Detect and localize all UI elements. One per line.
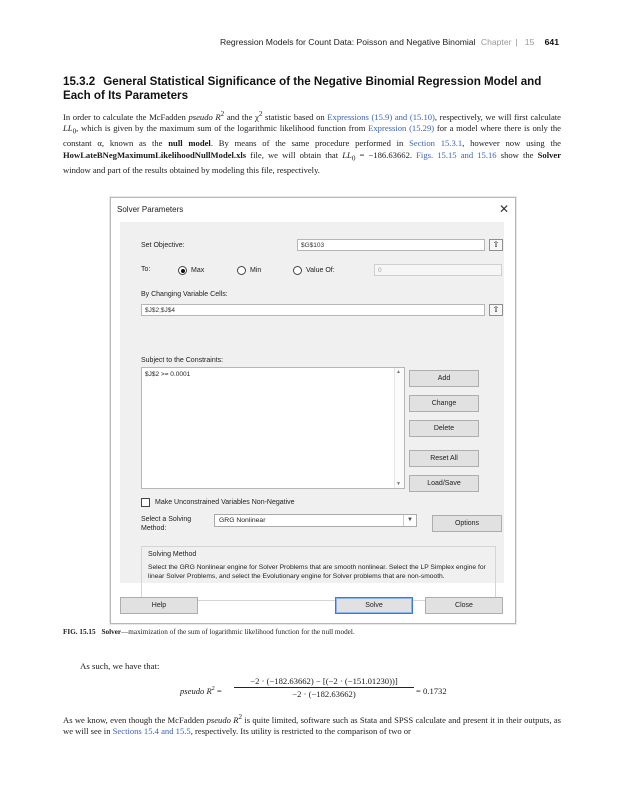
radio-min-label[interactable]: Min [250, 267, 262, 274]
to-label: To: [141, 266, 151, 273]
section-number: 15.3.2 [63, 75, 96, 88]
radio-value-of[interactable] [293, 266, 302, 275]
solve-button[interactable]: Solve [335, 597, 413, 614]
reset-all-button[interactable]: Reset All [409, 450, 479, 467]
section-heading [63, 75, 563, 103]
running-title: Regression Models for Count Data: Poisson and Negative Binomial [219, 37, 476, 47]
change-button[interactable]: Change [409, 395, 479, 412]
options-button[interactable]: Options [432, 515, 502, 532]
constraints-label: Subject to the Constraints: [141, 357, 224, 364]
load-save-button[interactable]: Load/Save [409, 475, 479, 492]
nonneg-label[interactable]: Make Unconstrained Variables Non-Negative [155, 499, 295, 506]
solver-parameters-dialog [110, 197, 516, 624]
scroll-up-icon[interactable]: ▲ [396, 369, 401, 375]
dialog-title: Solver Parameters [117, 205, 184, 214]
listbox-scrollbar[interactable] [394, 368, 404, 488]
running-header: Regression Models for Count Data: Poisson and Negative Binomial Chapter | 15 641 [219, 37, 559, 47]
figure-caption [63, 628, 355, 636]
collapse-dialog-icon[interactable]: ⇧ [489, 304, 503, 316]
page-number: 641 [544, 37, 559, 47]
changing-cells-label: By Changing Variable Cells: [141, 291, 228, 298]
solving-method-select[interactable] [214, 514, 417, 527]
solving-method-groupbox [141, 546, 496, 601]
value-of-input[interactable]: 0 [374, 264, 502, 276]
radio-max-label[interactable]: Max [191, 267, 205, 274]
solving-method-value: GRG Nonlinear [219, 517, 266, 524]
dialog-panel [120, 222, 504, 583]
formula-fraction [234, 676, 414, 699]
link-figs-15-15-15-16[interactable]: Figs. 15.15 and 15.16 [416, 149, 497, 160]
constraints-listbox[interactable] [141, 367, 405, 489]
radio-value-of-label[interactable]: Value Of: [306, 267, 335, 274]
delete-button[interactable]: Delete [409, 420, 479, 437]
figure-caption-text: —maximization of the sum of logarithmic likelihood function for the null model. [121, 628, 355, 636]
radio-max[interactable] [178, 266, 187, 275]
chevron-down-icon[interactable]: ▼ [403, 515, 416, 526]
as-such-text: As such, we have that: [80, 661, 160, 671]
close-icon[interactable]: ✕ [498, 202, 509, 216]
chapter-number: 15 [524, 37, 535, 47]
method-box-title: Solving Method [148, 551, 197, 558]
set-objective-input[interactable]: $G$103 [297, 239, 485, 251]
paragraph-conclusion: As we know, even though the McFadden pseudo $R^2$ is quite limited, software such as Stata and SPSS calculate and present it in their outputs, as we will see in Sections 15.4 and 15.5, respectively. Its utility is restricted to the comparison of two or [63, 713, 562, 737]
link-section-15-3-1[interactable]: Section 15.3.1 [409, 138, 463, 149]
link-expression-15-29[interactable]: Expression (15.29) [368, 123, 435, 134]
formula-lhs: pseudo $R^2$ = [180, 686, 222, 696]
section-title: General Statistical Significance of the Negative Binomial Regression Model and Each of Its Parameters [63, 75, 542, 102]
link-sections-15-4-15-5[interactable]: Sections 15.4 and 15.5 [112, 726, 191, 737]
add-button[interactable]: Add [409, 370, 479, 387]
nonneg-checkbox[interactable] [141, 498, 150, 507]
link-expressions-15-9-15-10[interactable]: Expressions (15.9) and (15.10) [327, 111, 435, 122]
radio-min[interactable] [237, 266, 246, 275]
scroll-down-icon[interactable]: ▼ [396, 481, 401, 487]
close-button[interactable]: Close [425, 597, 503, 614]
changing-cells-input[interactable]: $J$2;$J$4 [141, 304, 485, 316]
help-button[interactable]: Help [120, 597, 198, 614]
chapter-label: Chapter [480, 37, 512, 47]
constraint-item[interactable]: $J$2 >= 0.0001 [145, 371, 191, 378]
formula-denominator: −2 · (−182.63662) [292, 689, 356, 699]
collapse-dialog-icon[interactable]: ⇧ [489, 239, 503, 251]
solving-method-label: Select a Solving Method: [141, 516, 192, 532]
figure-caption-title: Solver [101, 628, 122, 636]
paragraph-intro: In order to calculate the McFadden pseudo $R^2$ and the $\chi^2$ statistic based on Expressions (15.9) and (15.10), respectively, we will first calculate $LL_0$, which is given by the maximum sum of the logarithmic likelihood function from Expression (15.29) for a model where there is only the constant α, known as the null model. By means of the same procedure performed in Section 15.3.1, however now using the HowLateBNegMaximumLikelihoodNullModel.xls file, we will obtain that $LL_0 = -186.63662$. Figs. 15.15 and 15.16 show the Solver window and part of the results obtained by modeling this file, respectively. [63, 110, 562, 175]
formula-result: = 0.1732 [416, 686, 447, 696]
method-box-text: Select the GRG Nonlinear engine for Solver Problems that are smooth nonlinear. Select the LP Simplex engine for linear Solver Problems, and select the Evolutionary engine for Solver problems that are non-smooth. [148, 564, 486, 581]
formula-numerator: −2 · (−182.63662) − [(−2 · (−151.01230))] [234, 676, 414, 688]
set-objective-label: Set Objective: [141, 242, 185, 249]
figure-label: FIG. 15.15 [63, 628, 96, 636]
